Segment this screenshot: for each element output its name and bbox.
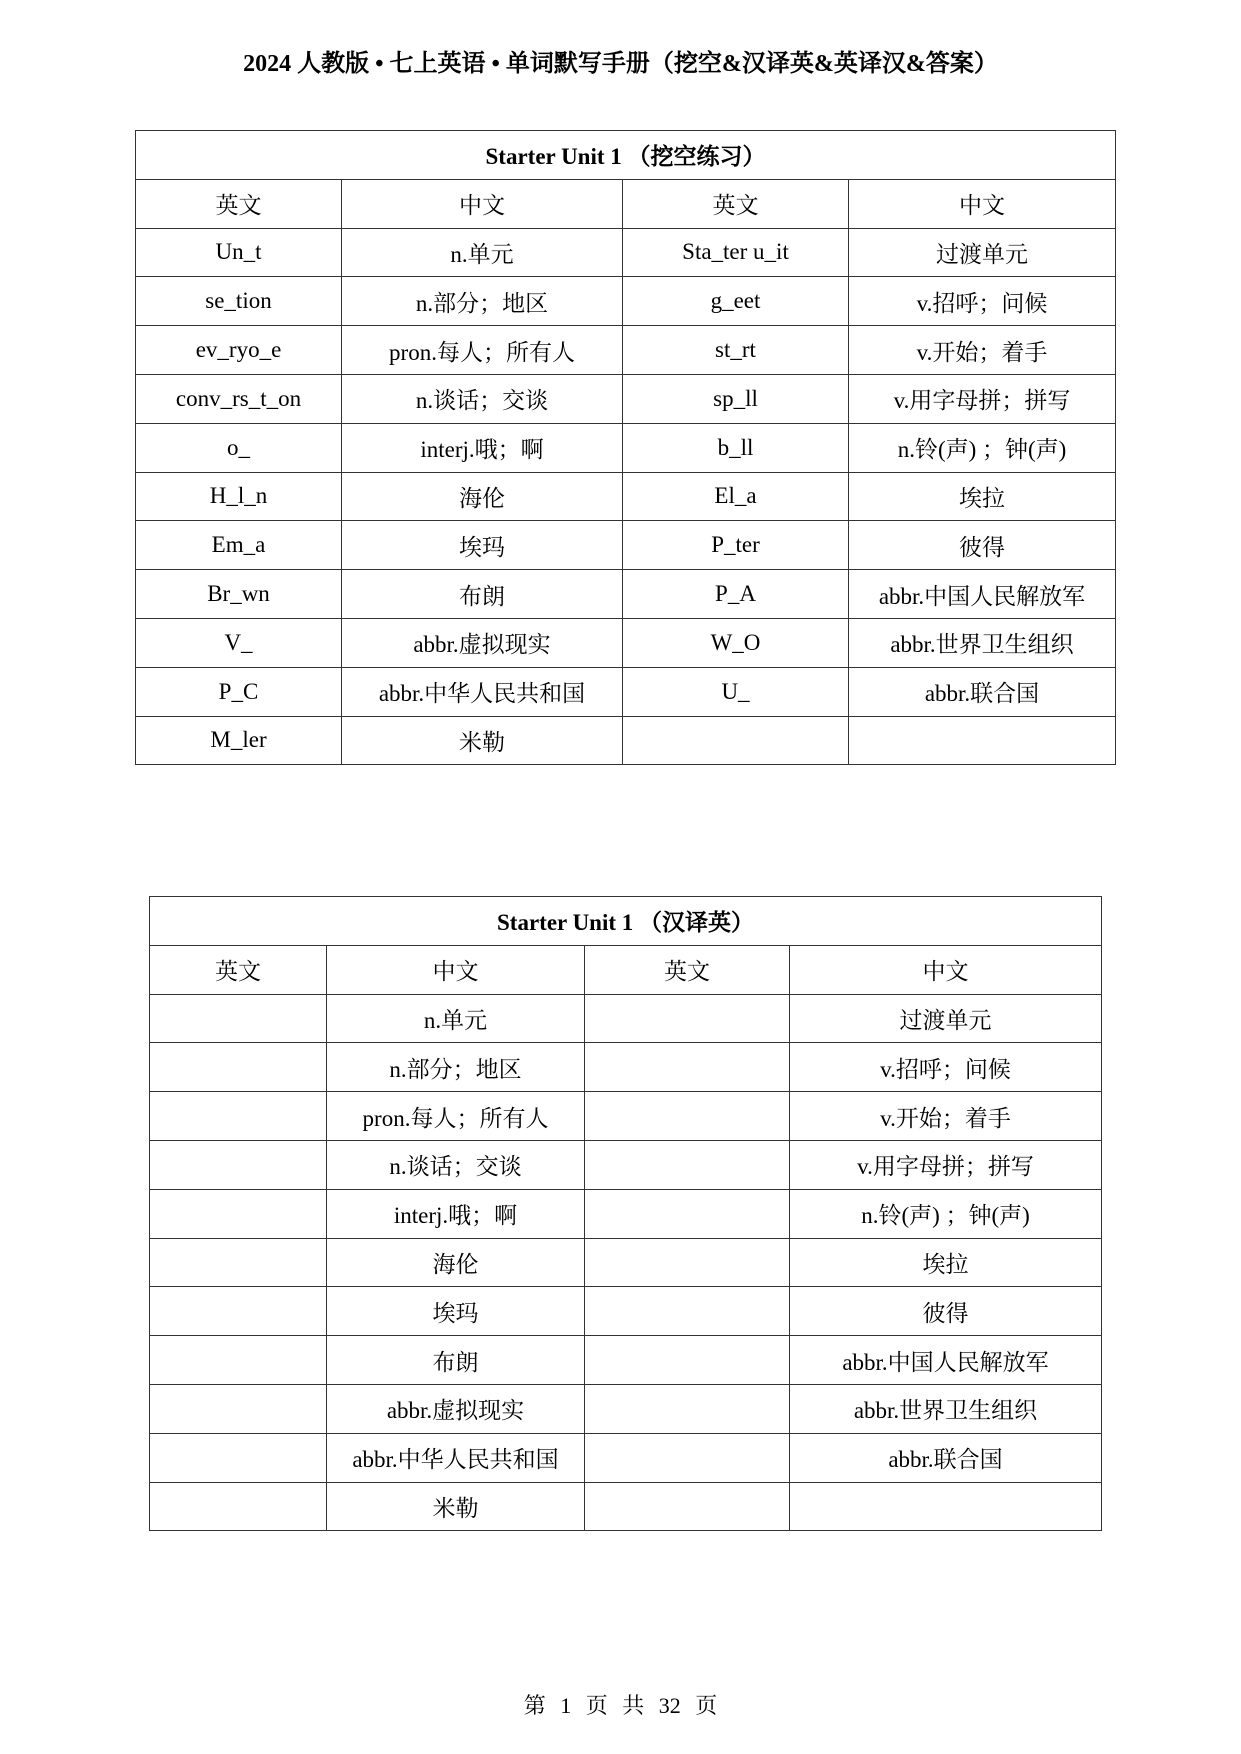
answer-blank-cell (585, 1140, 790, 1189)
chinese-meaning-cell: pron.每人；所有人 (327, 1092, 585, 1141)
chinese-meaning-cell: abbr.中国人民解放军 (790, 1336, 1102, 1385)
chinese-meaning-cell: n.部分；地区 (342, 277, 623, 326)
chinese-meaning-cell: n.铃(声) ；钟(声) (849, 423, 1116, 472)
answer-blank-cell (150, 1287, 327, 1336)
answer-blank-cell (585, 994, 790, 1043)
chinese-meaning-cell: v.开始；着手 (790, 1092, 1102, 1141)
chinese-meaning-cell: v.开始；着手 (849, 326, 1116, 375)
table-row (136, 716, 1116, 765)
chinese-meaning-cell: n.单元 (342, 228, 623, 277)
answer-blank-cell (150, 1043, 327, 1092)
answer-blank-cell (585, 1238, 790, 1287)
chinese-meaning-cell: 布朗 (342, 570, 623, 619)
chinese-meaning-cell: 埃玛 (342, 521, 623, 570)
table-row (150, 1238, 1102, 1287)
page-title: 2024 人教版 • 七上英语 • 单词默写手册（挖空&汉译英&英译汉&答案） (243, 51, 998, 77)
column-header-chinese: 中文 (790, 945, 1102, 994)
page-number-footer: 第 1 页 共 32 页 (523, 1693, 718, 1718)
column-header-english: 英文 (623, 179, 849, 228)
answer-blank-cell (150, 1092, 327, 1141)
chinese-meaning-cell: 埃拉 (790, 1238, 1102, 1287)
answer-blank-cell (150, 1189, 327, 1238)
chinese-meaning-cell: v.招呼；问候 (849, 277, 1116, 326)
chinese-meaning-cell: n.部分；地区 (327, 1043, 585, 1092)
table-row (150, 994, 1102, 1043)
chinese-meaning-cell: 过渡单元 (790, 994, 1102, 1043)
table-row (136, 618, 1116, 667)
chinese-meaning-cell: n.单元 (327, 994, 585, 1043)
table-row (136, 228, 1116, 277)
column-header-english: 英文 (136, 179, 342, 228)
answer-blank-cell (585, 1384, 790, 1433)
table-row (150, 1482, 1102, 1531)
chinese-meaning-cell: 埃玛 (327, 1287, 585, 1336)
english-word-cell: P_ter (623, 521, 849, 570)
chinese-meaning-cell: 米勒 (327, 1482, 585, 1531)
english-word-cell: U_ (623, 667, 849, 716)
cn-to-en-vocab-table (149, 896, 1102, 1531)
english-word-cell: P_C (136, 667, 342, 716)
chinese-meaning-cell: abbr.世界卫生组织 (849, 618, 1116, 667)
answer-blank-cell (585, 1092, 790, 1141)
english-word-cell: sp_ll (623, 374, 849, 423)
table-row (136, 570, 1116, 619)
chinese-meaning-cell: 彼得 (849, 521, 1116, 570)
chinese-meaning-cell: 彼得 (790, 1287, 1102, 1336)
table-row (150, 1384, 1102, 1433)
table-row (136, 423, 1116, 472)
chinese-meaning-cell: v.招呼；问候 (790, 1043, 1102, 1092)
table-row (136, 667, 1116, 716)
table-row (136, 521, 1116, 570)
chinese-meaning-cell: interj.哦；啊 (327, 1189, 585, 1238)
chinese-meaning-cell: pron.每人；所有人 (342, 326, 623, 375)
chinese-meaning-cell: abbr.中国人民解放军 (849, 570, 1116, 619)
english-word-cell: conv_rs_t_on (136, 374, 342, 423)
table-row (150, 1287, 1102, 1336)
table-row (136, 277, 1116, 326)
answer-blank-cell (150, 1140, 327, 1189)
chinese-meaning-cell: 过渡单元 (849, 228, 1116, 277)
chinese-meaning-cell: abbr.联合国 (849, 667, 1116, 716)
column-header-row (150, 945, 1102, 994)
english-word-cell: El_a (623, 472, 849, 521)
answer-blank-cell (150, 1433, 327, 1482)
chinese-meaning-cell: abbr.世界卫生组织 (790, 1384, 1102, 1433)
english-word-cell: b_ll (623, 423, 849, 472)
column-header-english: 英文 (585, 945, 790, 994)
empty-cell (790, 1482, 1102, 1531)
english-word-cell: H_l_n (136, 472, 342, 521)
chinese-meaning-cell: abbr.虚拟现实 (342, 618, 623, 667)
answer-blank-cell (150, 1482, 327, 1531)
fill-blank-vocab-table (135, 130, 1116, 765)
table-title: Starter Unit 1 （汉译英） (150, 897, 1102, 946)
table-title-row (150, 897, 1102, 946)
table-row (150, 1433, 1102, 1482)
chinese-meaning-cell: v.用字母拼；拼写 (849, 374, 1116, 423)
answer-blank-cell (585, 1433, 790, 1482)
column-header-chinese: 中文 (849, 179, 1116, 228)
table-title: Starter Unit 1 （挖空练习） (136, 131, 1116, 180)
column-header-english: 英文 (150, 945, 327, 994)
answer-blank-cell (150, 1336, 327, 1385)
chinese-meaning-cell: interj.哦；啊 (342, 423, 623, 472)
table-row (136, 374, 1116, 423)
empty-cell (849, 716, 1116, 765)
empty-cell (623, 716, 849, 765)
table-row (150, 1189, 1102, 1238)
english-word-cell: st_rt (623, 326, 849, 375)
english-word-cell: Em_a (136, 521, 342, 570)
english-word-cell: P_A (623, 570, 849, 619)
english-word-cell: se_tion (136, 277, 342, 326)
table-title-row (136, 131, 1116, 180)
chinese-meaning-cell: 埃拉 (849, 472, 1116, 521)
table-row (150, 1092, 1102, 1141)
answer-blank-cell (150, 994, 327, 1043)
chinese-meaning-cell: v.用字母拼；拼写 (790, 1140, 1102, 1189)
english-word-cell: Un_t (136, 228, 342, 277)
english-word-cell: M_ler (136, 716, 342, 765)
answer-blank-cell (585, 1482, 790, 1531)
chinese-meaning-cell: n.谈话；交谈 (342, 374, 623, 423)
chinese-meaning-cell: abbr.虚拟现实 (327, 1384, 585, 1433)
english-word-cell: ev_ryo_e (136, 326, 342, 375)
answer-blank-cell (585, 1189, 790, 1238)
answer-blank-cell (150, 1238, 327, 1287)
table-row (136, 326, 1116, 375)
answer-blank-cell (585, 1043, 790, 1092)
answer-blank-cell (585, 1287, 790, 1336)
column-header-chinese: 中文 (327, 945, 585, 994)
chinese-meaning-cell: 布朗 (327, 1336, 585, 1385)
chinese-meaning-cell: abbr.联合国 (790, 1433, 1102, 1482)
column-header-chinese: 中文 (342, 179, 623, 228)
chinese-meaning-cell: abbr.中华人民共和国 (327, 1433, 585, 1482)
table-row (150, 1140, 1102, 1189)
table-row (150, 1336, 1102, 1385)
answer-blank-cell (150, 1384, 327, 1433)
chinese-meaning-cell: 海伦 (327, 1238, 585, 1287)
chinese-meaning-cell: n.谈话；交谈 (327, 1140, 585, 1189)
answer-blank-cell (585, 1336, 790, 1385)
english-word-cell: Sta_ter u_it (623, 228, 849, 277)
chinese-meaning-cell: 米勒 (342, 716, 623, 765)
english-word-cell: V_ (136, 618, 342, 667)
english-word-cell: o_ (136, 423, 342, 472)
column-header-row (136, 179, 1116, 228)
chinese-meaning-cell: 海伦 (342, 472, 623, 521)
english-word-cell: g_eet (623, 277, 849, 326)
table-row (136, 472, 1116, 521)
english-word-cell: W_O (623, 618, 849, 667)
chinese-meaning-cell: n.铃(声) ；钟(声) (790, 1189, 1102, 1238)
english-word-cell: Br_wn (136, 570, 342, 619)
chinese-meaning-cell: abbr.中华人民共和国 (342, 667, 623, 716)
table-row (150, 1043, 1102, 1092)
